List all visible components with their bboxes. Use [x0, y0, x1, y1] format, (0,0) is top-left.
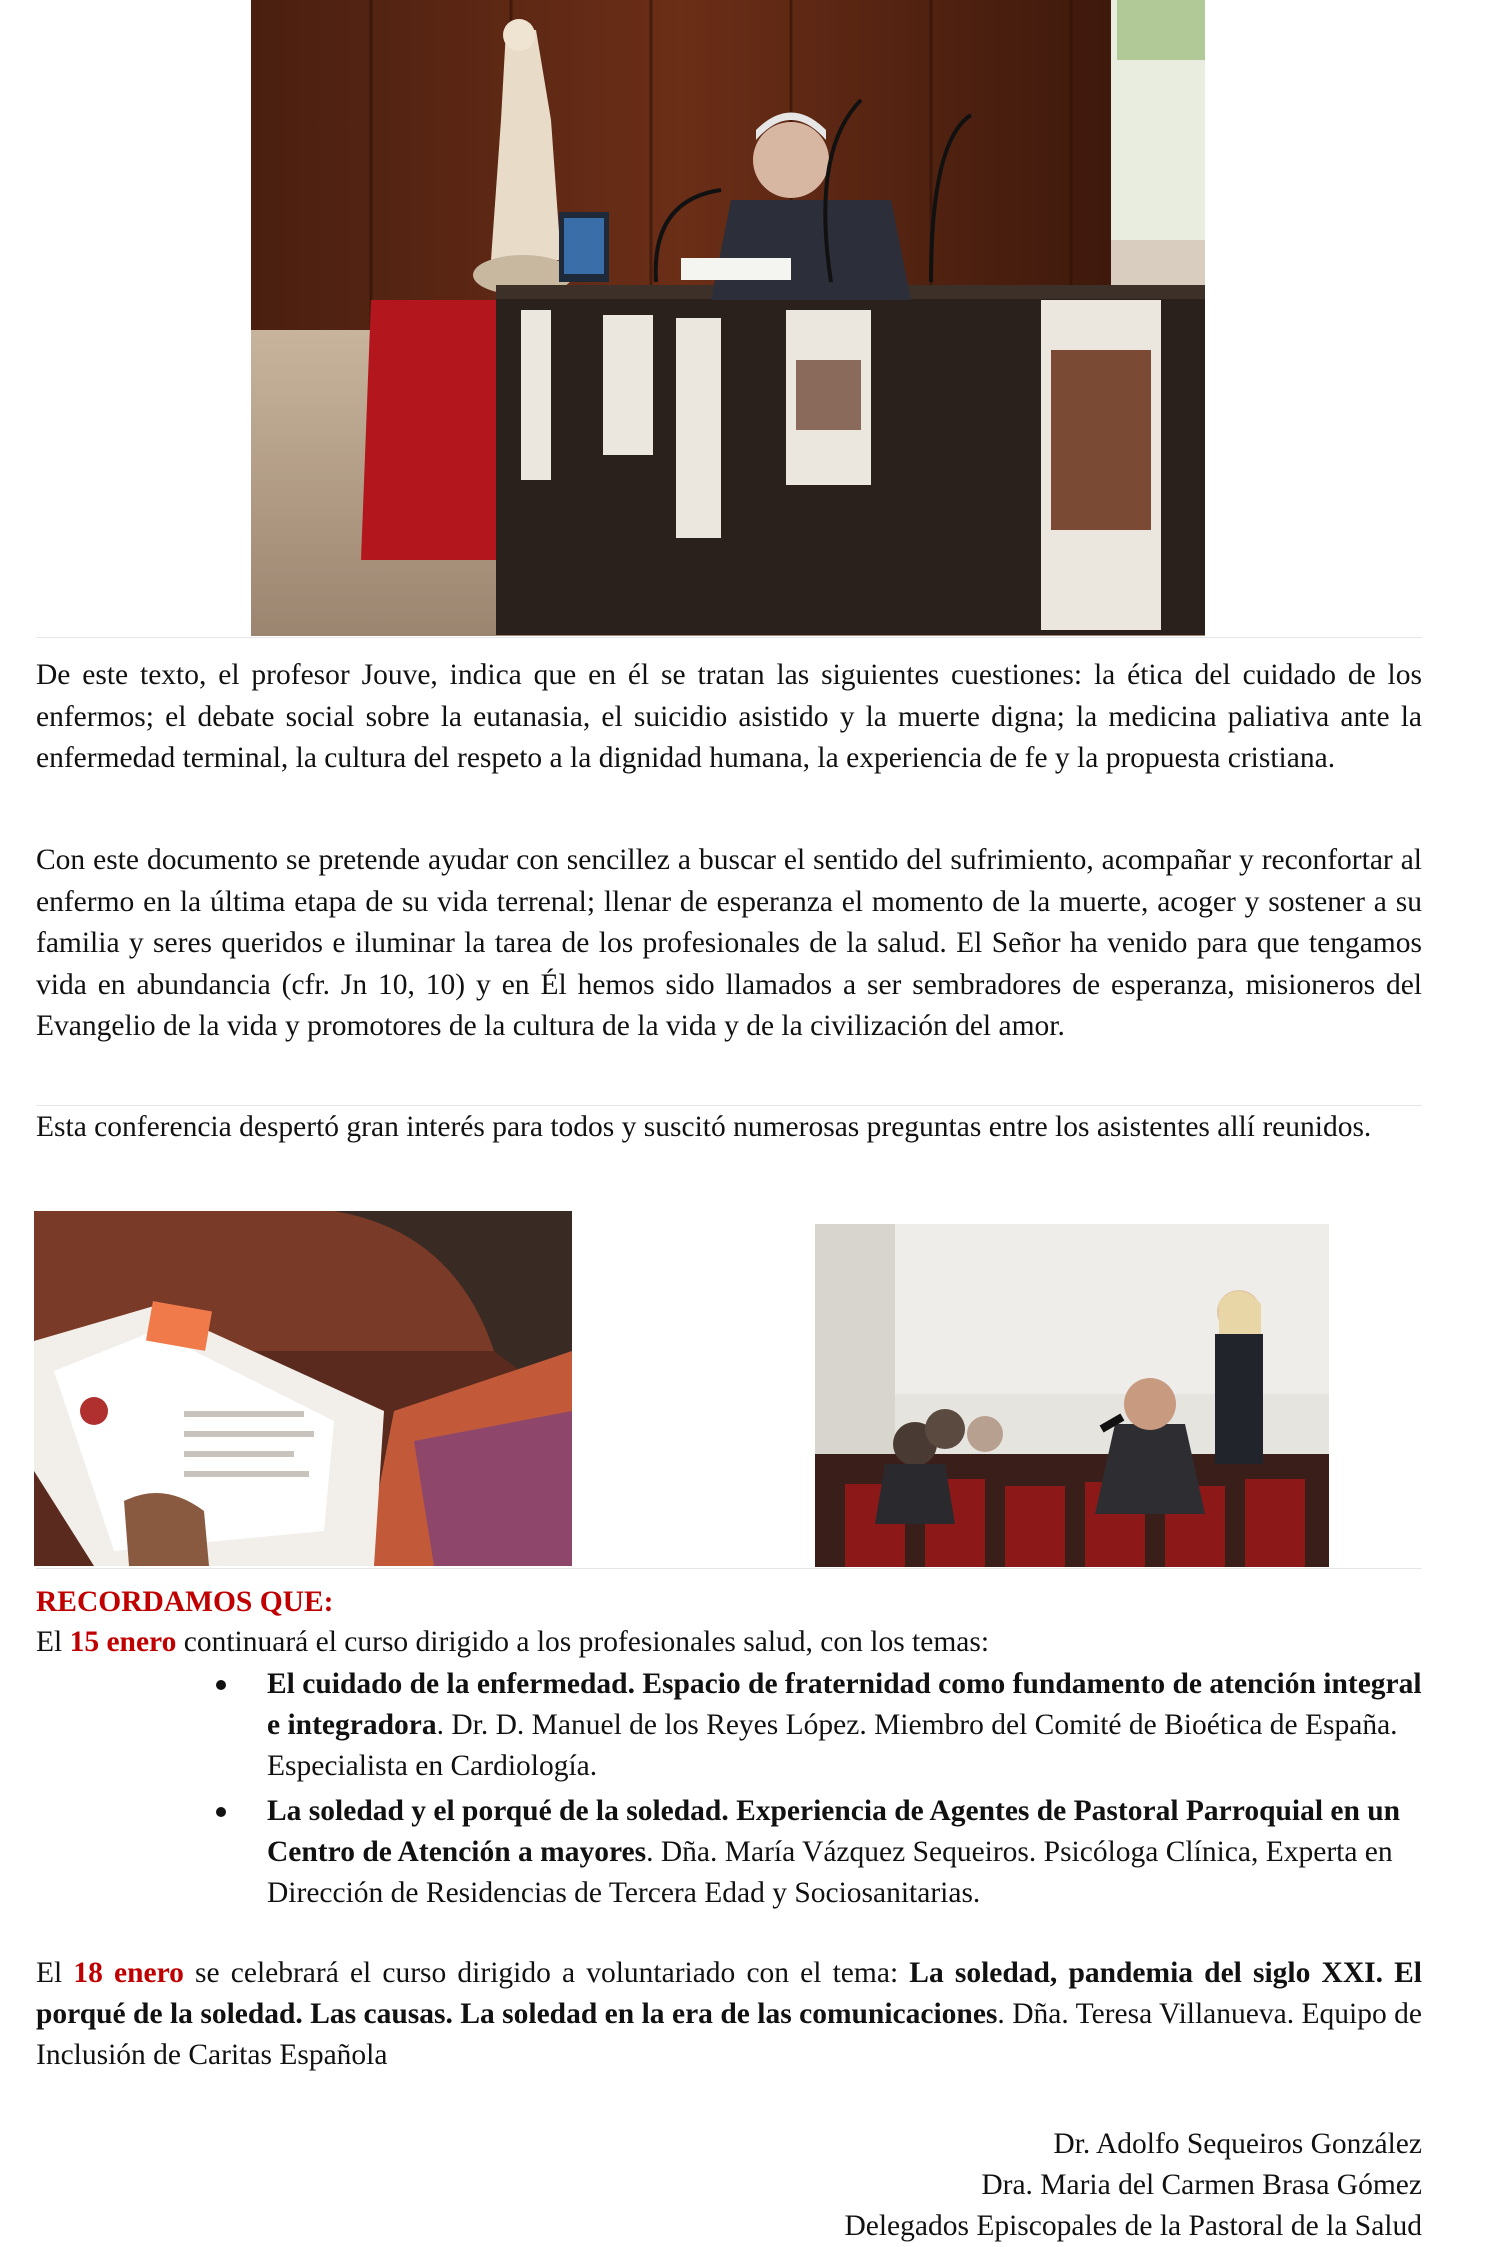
conference-speaker-photo: [251, 0, 1205, 636]
paragraph-3: Esta conferencia despertó gran interés para todos y suscitó numerosas preguntas entre los asistentes allí reunidos.: [36, 1111, 1372, 1143]
signature-line: Dr. Adolfo Sequeiros González: [1053, 2128, 1422, 2160]
paragraph-1: De este texto, el profesor Jouve, indica que en él se tratan las siguientes cuestiones: la ética del cuidado de los enfermos; el debate social sobre la eutanasia, el suicidio asistido y la muerte digna; la medicina paliativa ante la enfermedad terminal, la cultura del respeto a la dignidad humana, la experiencia de fe y la propuesta cristiana.: [36, 659, 1422, 774]
closing-post: . Dña. Teresa Villanueva. Equipo de Inclusión de Caritas Española: [36, 1998, 1422, 2071]
recordamos-heading: RECORDAMOS QUE:: [36, 1586, 334, 1618]
recordamos-line-post: continuará el curso dirigido a los profesionales salud, con los temas:: [176, 1626, 990, 1658]
topic-title: El cuidado de la enfermedad. Espacio de fraternidad como fundamento de atención integral e integradora: [267, 1668, 1422, 1741]
signature-line: Dra. Maria del Carmen Brasa Gómez: [981, 2169, 1422, 2201]
topic-detail: . Dña. María Vázquez Sequeiros. Psicóloga Clínica, Experta en Dirección de Residencias de Tercera Edad y Sociosanitarias.: [267, 1836, 1393, 1909]
signature-line: Delegados Episcopales de la Pastoral de la Salud: [844, 2210, 1422, 2242]
signature-block: [844, 2124, 1422, 2247]
topic-detail: . Dr. D. Manuel de los Reyes López. Miembro del Comité de Bioética de España. Especialista en Cardiología.: [267, 1709, 1398, 1782]
audience-question-photo: [815, 1224, 1329, 1567]
date-18-enero: 18 enero: [73, 1957, 184, 1989]
closing-paragraph: [36, 1953, 1422, 2076]
list-item: [267, 1791, 1427, 1914]
recordamos-line-pre: El: [36, 1626, 70, 1658]
closing-topic: La soledad, pandemia del siglo XXI. El porqué de la soledad. Las causas. La soledad en la era de las comunicaciones: [36, 1957, 1422, 2030]
closing-mid: se celebrará el curso dirigido a voluntariado con el tema:: [183, 1957, 910, 1989]
recordamos-block: [36, 1582, 1422, 1662]
paragraph-2: Con este documento se pretende ayudar con sencillez a buscar el sentido del sufrimiento, acompañar y reconfortar al enfermo en la última etapa de su vida terrenal; llenar de esperanza el momento de la muerte, acoger y sostener a su familia y seres queridos e iluminar la tarea de los profesionales de la salud. El Señor ha venido para que tengamos vida en abundancia (cfr. Jn 10, 10) y en Él hemos sido llamados a ser sembradores de esperanza, misioneros del Evangelio de la vida y promotores de la cultura de la vida y de la civilización del amor.: [36, 844, 1422, 1042]
topic-title: La soledad y el porqué de la soledad. Experiencia de Agentes de Pastoral Parroquial en un Centro de Atención a mayores: [267, 1795, 1401, 1868]
closing-pre: El: [36, 1957, 74, 1989]
divider: [36, 1105, 1422, 1106]
date-15-enero: 15 enero: [69, 1626, 177, 1658]
document-reading-photo: [34, 1211, 572, 1566]
topics-list: [267, 1664, 1427, 1918]
list-item: [267, 1664, 1427, 1787]
divider: [36, 637, 1422, 638]
divider: [36, 1568, 1422, 1569]
